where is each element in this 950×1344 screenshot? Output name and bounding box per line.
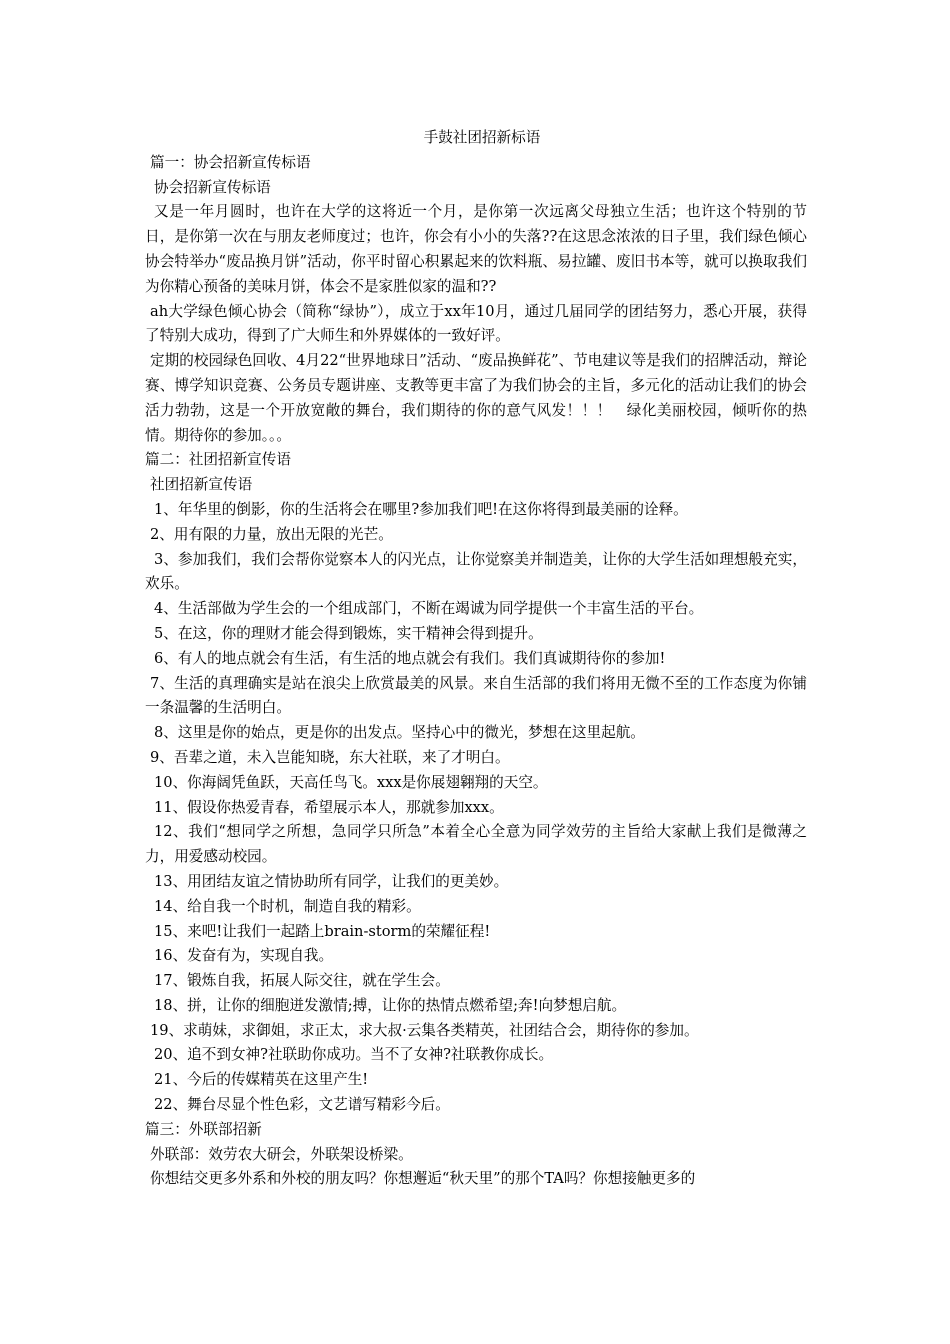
- document-body: [145, 126, 807, 1192]
- list-item: 15、来吧!让我们一起踏上brain-storm的荣耀征程!: [154, 922, 491, 940]
- section-1-heading: 篇一：协会招新宣传标语: [150, 153, 311, 171]
- list-item: 1、年华里的倒影，你的生活将会在哪里?参加我们吧!在这你将得到最美丽的诠释。: [154, 500, 688, 518]
- section-1-paragraph: 定期的校园绿色回收、4月22“世界地球日”活动、“废品换鲜花”、节电建议等是我们的招牌活动，辩论赛、博学知识竞赛、公务员专题讲座、支教等更丰富了为我们协会的主旨，多元化的活动让我们的协会活力勃勃，这是一个开放宽敞的舞台，我们期待的你的意气风发！！！ 绿化美丽校园，倾听你的热情。期待你的参加。。。: [145, 352, 807, 444]
- list-item: 9、吾辈之道，未入岂能知晓，东大社联，来了才明白。: [150, 748, 510, 766]
- list-item: 2、用有限的力量，放出无限的光芒。: [150, 525, 393, 543]
- section-3-heading: 篇三：外联部招新: [145, 1120, 262, 1138]
- section-1-paragraph: ah大学绿色倾心协会（简称“绿协”），成立于xx年10月，通过几届同学的团结努力，悉心开展，获得了特别大成功，得到了广大师生和外界媒体的一致好评。: [145, 302, 807, 345]
- list-item: 8、这里是你的始点，更是你的出发点。坚持心中的微光，梦想在这里起航。: [154, 724, 645, 742]
- list-item: 17、锻炼自我，拓展人际交往，就在学生会。: [154, 972, 450, 990]
- list-item: 19、求萌妹，求御姐，求正太，求大叔·云集各类精英，社团结合会，期待你的参加。: [150, 1021, 699, 1039]
- list-item: 22、舞台尽显个性色彩，文艺谱写精彩今后。: [154, 1096, 450, 1114]
- section-3-paragraph: 外联部：效劳农大研会，外联架设桥梁。: [150, 1145, 413, 1163]
- list-item: 10、你海阔凭鱼跃，天高任鸟飞。xxx是你展翅翱翔的天空。: [154, 773, 548, 791]
- list-item: 3、参加我们，我们会帮你觉察本人的闪光点，让你觉察美并制造美，让你的大学生活如理想般充实，欢乐。: [145, 550, 807, 593]
- list-item: 11、假设你热爱青春，希望展示本人，那就参加xxx。: [154, 798, 504, 816]
- list-item: 20、追不到女神?社联助你成功。当不了女神?社联教你成长。: [154, 1046, 554, 1064]
- section-2-subheading: 社团招新宣传语: [150, 476, 253, 494]
- list-item: 12、我们“想同学之所想，急同学只所急”本着全心全意为同学效劳的主旨给大家献上我们是微薄之力，用爱感动校园。: [145, 823, 807, 866]
- list-item: 4、生活部做为学生会的一个组成部门，不断在竭诚为同学提供一个丰富生活的平台。: [154, 600, 704, 618]
- list-item: 21、今后的传媒精英在这里产生!: [154, 1071, 369, 1089]
- section-1-paragraph: 又是一年月圆时，也许在大学的这将近一个月，是你第一次远离父母独立生活；也许这个特别的节日，是你第一次在与朋友老师度过；也许，你会有小小的失落??在这思念浓浓的日子里，我们绿色倾心协会特举办“废品换月饼”活动，你平时留心积累起来的饮料瓶、易拉罐、废旧书本等，就可以换取我们为你精心预备的美味月饼，体会不是家胜似家的温和??: [145, 203, 807, 295]
- section-2-heading: 篇二：社团招新宣传语: [145, 451, 291, 469]
- list-item: 18、拼，让你的细胞迸发激情;搏，让你的热情点燃希望;奔!向梦想启航。: [154, 996, 627, 1014]
- list-item: 16、发奋有为，实现自我。: [154, 947, 334, 965]
- document-title: 手鼓社团招新标语: [423, 129, 541, 146]
- section-3-paragraph: 你想结交更多外系和外校的朋友吗？你想邂逅“秋天里”的那个TA吗？你想接触更多的: [150, 1170, 696, 1188]
- section-1-subheading: 协会招新宣传标语: [154, 178, 271, 196]
- list-item: 7、生活的真理确实是站在浪尖上欣赏最美的风景。来自生活部的我们将用无微不至的工作态度为你铺一条温馨的生活明白。: [145, 674, 807, 717]
- list-item: 5、在这，你的理财才能会得到锻炼，实干精神会得到提升。: [154, 624, 543, 642]
- list-item: 6、有人的地点就会有生活，有生活的地点就会有我们。我们真诚期待你的参加!: [154, 649, 666, 667]
- list-item: 13、用团结友谊之情协助所有同学，让我们的更美妙。: [154, 872, 509, 890]
- list-item: 14、给自我一个时机，制造自我的精彩。: [154, 897, 421, 915]
